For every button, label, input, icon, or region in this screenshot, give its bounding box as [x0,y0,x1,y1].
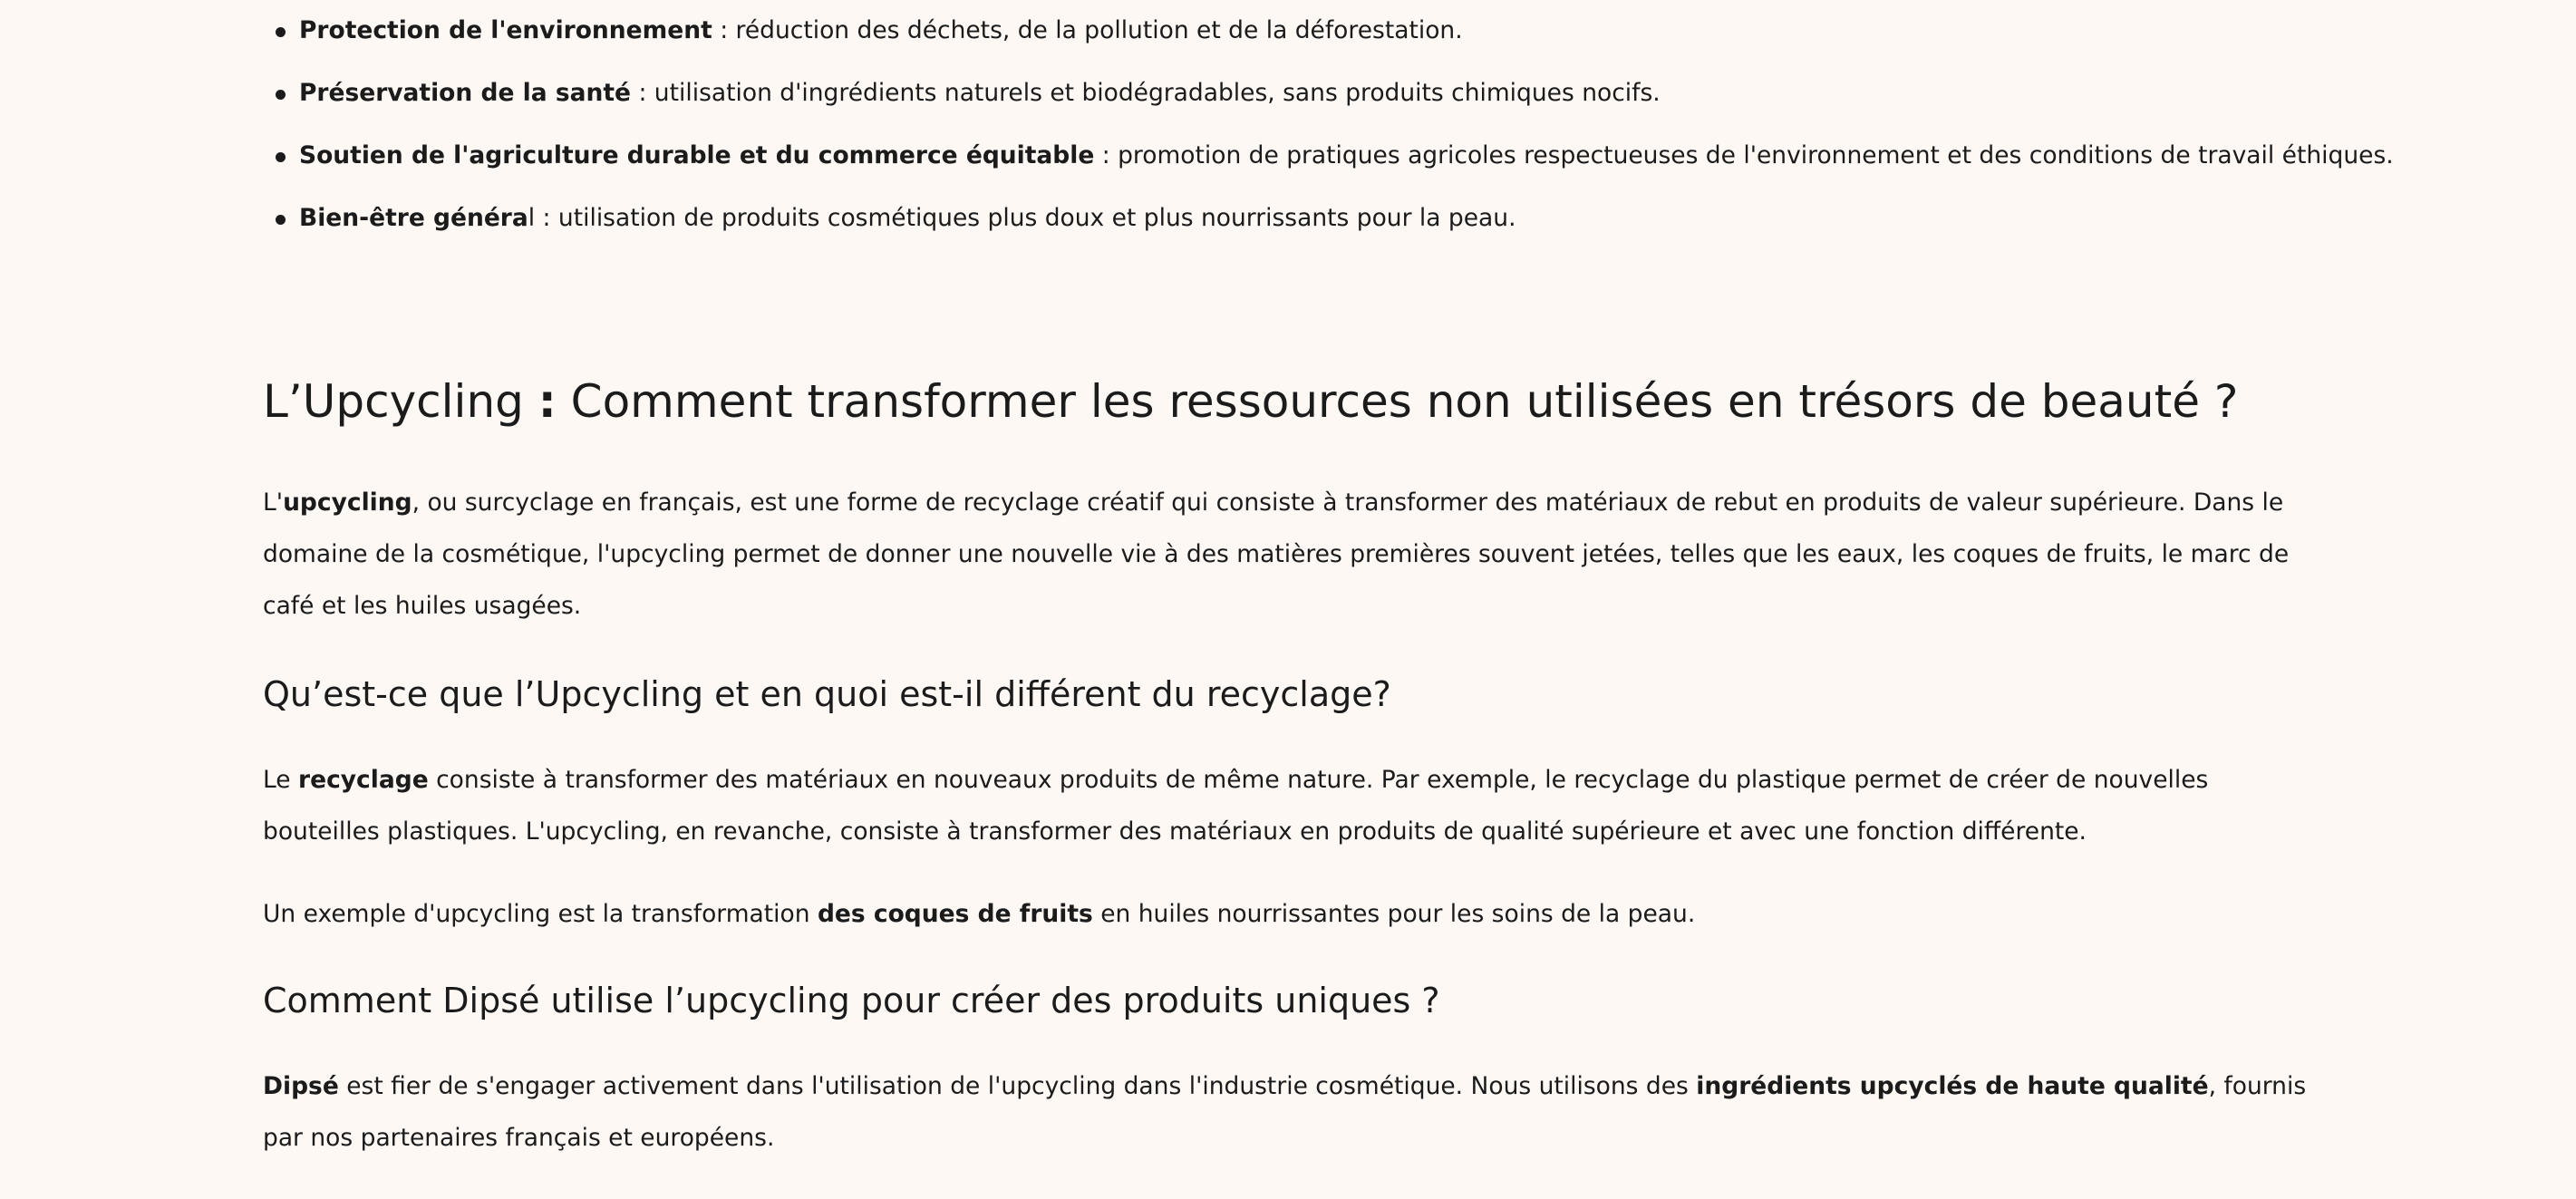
section-heading-part2: Comment transformer les ressources non utilisées en trésors de beauté ? [556,375,2239,428]
example-rest: en huiles nourrissantes pour les soins de la peau. [1092,900,1696,928]
bullet-icon [276,90,286,100]
subsection-heading-recyclage: Qu’est-ce que l’Upcycling et en quoi est-il différent du recyclage? [263,674,1391,714]
benefit-label: Soutien de l'agriculture durable et du commerce équitable [299,141,1095,169]
section-heading-colon: : [537,375,557,428]
list-item [263,13,2320,75]
list-item [263,138,2394,200]
bullet-icon [276,152,286,162]
dipse-paragraph [263,1060,2329,1164]
recyclage-prefix: Le [263,766,299,794]
bullet-icon [276,215,286,225]
dipse-bold-brand: Dipsé [263,1072,339,1100]
intro-prefix: L' [263,488,284,517]
benefit-text: : réduction des déchets, de la pollution et de la déforestation. [712,16,1463,44]
list-item [263,75,2320,138]
example-prefix: Un exemple d'upcycling est la transformation [263,900,818,928]
dipse-bold-ingredients: ingrédients upcyclés de haute qualité [1696,1072,2209,1100]
recyclage-paragraph [263,754,2329,857]
example-paragraph [263,888,2329,940]
benefit-text: l : utilisation de produits cosmétiques plus doux et plus nourrissants pour la peau. [528,204,1516,232]
list-item [263,200,2320,263]
section-heading [263,370,2238,433]
section-heading-part1: L’Upcycling [263,375,538,428]
benefit-label: Protection de l'environnement [299,16,712,44]
benefit-text: : utilisation d'ingrédients naturels et biodégradables, sans produits chimiques nocifs. [631,79,1661,107]
benefit-label: Préservation de la santé [299,79,632,107]
example-bold: des coques de fruits [817,900,1093,928]
bullet-icon [276,27,286,37]
dipse-rest: , fournis par nos partenaires français et européens. [263,1072,2307,1152]
recyclage-bold: recyclage [298,766,429,794]
dipse-mid: est fier de s'engager activement dans l'utilisation de l'upcycling dans l'industrie cosmétique. Nous utilisons des [338,1072,1697,1100]
intro-bold: upcycling [283,488,412,517]
intro-paragraph [263,477,2329,632]
benefit-text: : promotion de pratiques agricoles respectueuses de l'environnement et des conditions de travail éthiques. [1094,141,2394,169]
intro-rest: , ou surcyclage en français, est une forme de recyclage créatif qui consiste à transformer des matériaux de rebut en produits de valeur supérieure. Dans le domaine de la cosmétique, l'upcycling permet de donner une nouvelle vie à des matières premières souvent jetées, telles que les eaux, les coques de fruits, le marc de café et les huiles usagées. [263,488,2290,620]
benefit-label: Bien-être généra [299,204,528,232]
benefits-list [263,13,2394,263]
subsection-heading-dipse: Comment Dipsé utilise l’upcycling pour créer des produits uniques ? [263,981,1440,1020]
recyclage-rest: consiste à transformer des matériaux en nouveaux produits de même nature. Par exemple, le recyclage du plastique permet de créer de nouvelles bouteilles plastiques. L'upcycling, en revanche, consiste à transformer des matériaux en produits de qualité supérieure et avec une fonction différente. [263,766,2209,846]
